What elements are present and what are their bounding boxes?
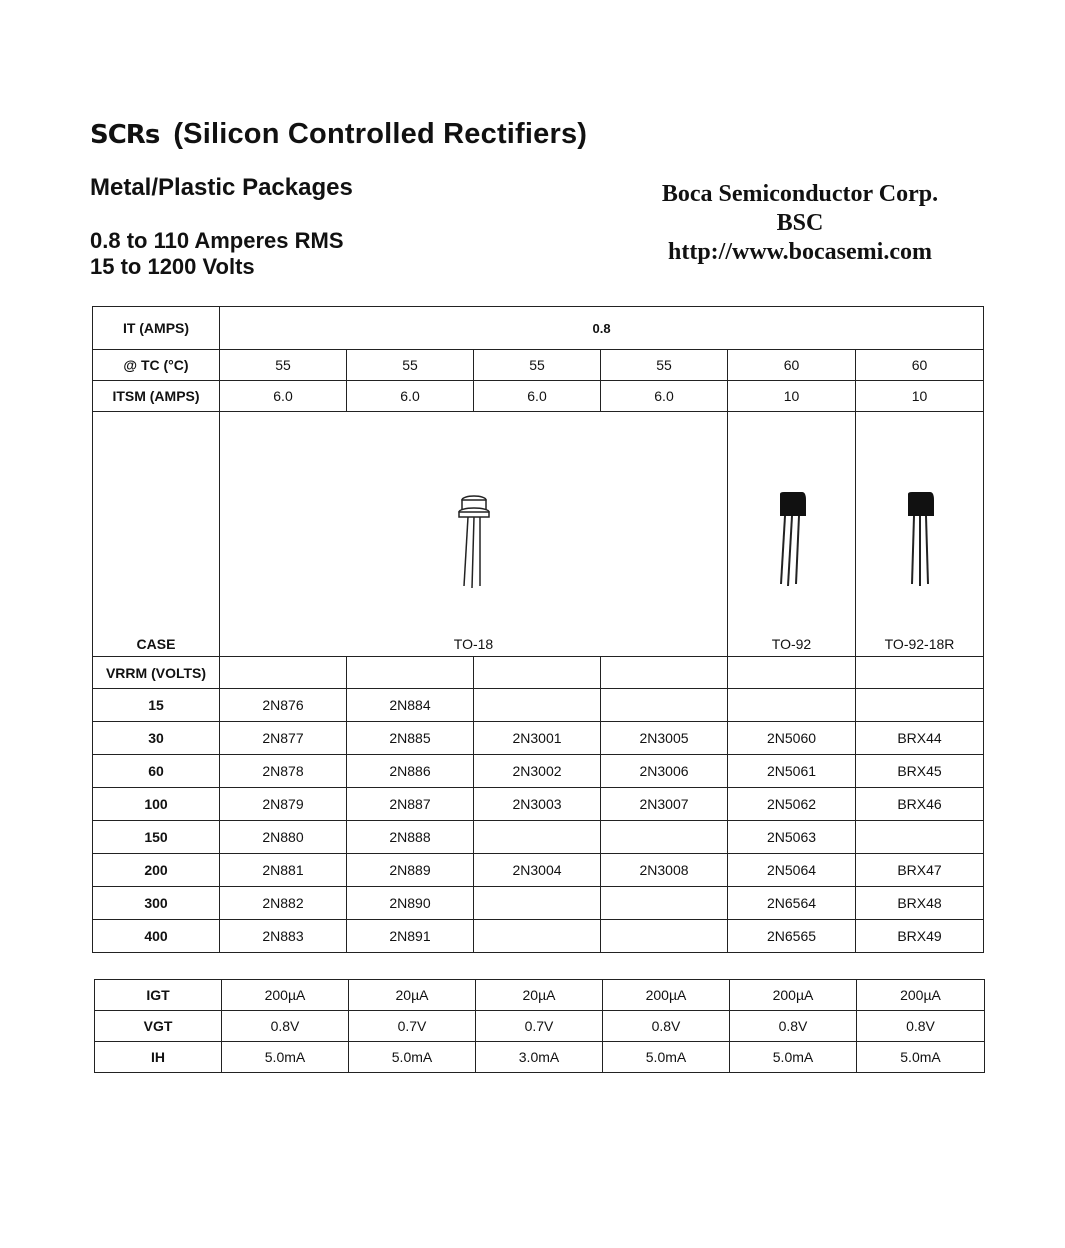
table-row — [93, 920, 984, 953]
part-number-cell — [474, 821, 601, 854]
table-row — [93, 689, 984, 722]
case-to92-18r — [856, 412, 984, 657]
it-value: 0.8 — [220, 307, 984, 350]
part-number-cell: 2N5063 — [728, 821, 856, 854]
table-row — [95, 980, 985, 1011]
param-value: 0.8V — [730, 1011, 857, 1042]
company-url[interactable]: http://www.bocasemi.com — [668, 239, 932, 265]
vrrm-value: 100 — [93, 788, 220, 821]
part-number-cell: 2N885 — [347, 722, 474, 755]
part-number-cell: BRX44 — [856, 722, 984, 755]
param-label: IH — [95, 1042, 222, 1073]
part-number-cell: 2N3003 — [474, 788, 601, 821]
table-row — [93, 821, 984, 854]
company-block — [630, 180, 970, 267]
part-number-cell: 2N6564 — [728, 887, 856, 920]
part-number-cell: 2N883 — [220, 920, 347, 953]
case-row — [93, 412, 984, 657]
part-number-cell: 2N3001 — [474, 722, 601, 755]
itsm-value: 6.0 — [347, 381, 474, 412]
param-label: IGT — [95, 980, 222, 1011]
part-number-cell: 2N3004 — [474, 854, 601, 887]
vrrm-header-row — [93, 657, 984, 689]
tc-value: 55 — [347, 350, 474, 381]
vrrm-value: 400 — [93, 920, 220, 953]
tc-row — [93, 350, 984, 381]
to18-package-icon — [454, 490, 494, 590]
voltage-range: 15 to 1200 Volts — [90, 254, 255, 279]
vrrm-value: 30 — [93, 722, 220, 755]
part-number-cell: 2N878 — [220, 755, 347, 788]
param-value: 0.8V — [603, 1011, 730, 1042]
vrrm-value: 60 — [93, 755, 220, 788]
vrrm-empty — [856, 657, 984, 689]
param-value: 5.0mA — [857, 1042, 985, 1073]
part-number-rows — [93, 689, 984, 953]
part-number-cell: 2N891 — [347, 920, 474, 953]
part-number-cell — [601, 689, 728, 722]
vrrm-empty — [601, 657, 728, 689]
part-number-cell: 2N889 — [347, 854, 474, 887]
part-number-cell: 2N3006 — [601, 755, 728, 788]
table-row — [93, 755, 984, 788]
part-number-cell: 2N890 — [347, 887, 474, 920]
tc-label: @ TC (°C) — [93, 350, 220, 381]
part-number-cell — [474, 920, 601, 953]
table-row — [93, 887, 984, 920]
vrrm-value: 300 — [93, 887, 220, 920]
param-label: VGT — [95, 1011, 222, 1042]
tc-value: 60 — [728, 350, 856, 381]
table-row — [93, 854, 984, 887]
case-to92-label: TO-92 — [771, 636, 812, 652]
vrrm-label: VRRM (VOLTS) — [93, 657, 220, 689]
part-number-cell: 2N877 — [220, 722, 347, 755]
part-number-cell — [856, 821, 984, 854]
part-number-cell: 2N879 — [220, 788, 347, 821]
vrrm-empty — [728, 657, 856, 689]
part-number-cell: 2N3005 — [601, 722, 728, 755]
to92-package-icon — [772, 490, 812, 590]
gate-characteristics-table — [94, 979, 985, 1073]
spec-table — [92, 306, 984, 953]
param-value: 200µA — [222, 980, 349, 1011]
page-title — [90, 118, 587, 151]
gate-rows — [95, 980, 985, 1073]
part-number-cell: 2N884 — [347, 689, 474, 722]
vrrm-value: 150 — [93, 821, 220, 854]
it-label: IT (AMPS) — [93, 307, 220, 350]
table-row — [93, 722, 984, 755]
part-number-cell — [728, 689, 856, 722]
part-number-cell — [601, 887, 728, 920]
current-range: 0.8 to 110 Amperes RMS — [90, 228, 344, 253]
table-row — [95, 1042, 985, 1073]
param-value: 200µA — [730, 980, 857, 1011]
part-number-cell — [474, 887, 601, 920]
case-to18-label: TO-18 — [453, 636, 494, 652]
part-number-cell: 2N5062 — [728, 788, 856, 821]
itsm-label: ITSM (AMPS) — [93, 381, 220, 412]
it-row — [93, 307, 984, 350]
part-number-cell: 2N886 — [347, 755, 474, 788]
param-value: 5.0mA — [222, 1042, 349, 1073]
part-number-cell: 2N5060 — [728, 722, 856, 755]
part-number-cell: 2N5061 — [728, 755, 856, 788]
param-value: 0.7V — [349, 1011, 476, 1042]
vrrm-empty — [474, 657, 601, 689]
subtitle: Metal/Plastic Packages — [90, 174, 353, 201]
param-value: 0.8V — [857, 1011, 985, 1042]
param-value: 0.7V — [476, 1011, 603, 1042]
part-number-cell: 2N6565 — [728, 920, 856, 953]
title-text: (Silicon Controlled Rectifiers) — [173, 118, 588, 150]
part-number-cell: 2N888 — [347, 821, 474, 854]
part-number-cell: 2N876 — [220, 689, 347, 722]
company-name: Boca Semiconductor Corp. — [661, 181, 939, 207]
table-row — [93, 788, 984, 821]
param-value: 200µA — [603, 980, 730, 1011]
itsm-value: 6.0 — [474, 381, 601, 412]
param-value: 200µA — [857, 980, 985, 1011]
part-number-cell — [856, 689, 984, 722]
tc-value: 55 — [474, 350, 601, 381]
case-label: CASE — [93, 412, 220, 657]
vrrm-value: 200 — [93, 854, 220, 887]
vrrm-empty — [347, 657, 474, 689]
itsm-value: 6.0 — [220, 381, 347, 412]
part-number-cell: 2N3007 — [601, 788, 728, 821]
param-value: 20µA — [476, 980, 603, 1011]
scrs-logo: SCRs — [90, 120, 160, 150]
part-number-cell: 2N881 — [220, 854, 347, 887]
tc-value: 60 — [856, 350, 984, 381]
itsm-value: 10 — [728, 381, 856, 412]
part-number-cell: BRX46 — [856, 788, 984, 821]
param-value: 5.0mA — [730, 1042, 857, 1073]
vrrm-value: 15 — [93, 689, 220, 722]
part-number-cell: BRX48 — [856, 887, 984, 920]
vrrm-empty — [220, 657, 347, 689]
part-number-cell: 2N5064 — [728, 854, 856, 887]
part-number-cell: 2N880 — [220, 821, 347, 854]
param-value: 5.0mA — [349, 1042, 476, 1073]
part-number-cell — [601, 821, 728, 854]
case-to92 — [728, 412, 856, 657]
param-value: 20µA — [349, 980, 476, 1011]
tc-value: 55 — [220, 350, 347, 381]
part-number-cell: BRX45 — [856, 755, 984, 788]
itsm-value: 6.0 — [601, 381, 728, 412]
case-to92-18r-label: TO-92-18R — [884, 636, 955, 652]
part-number-cell: BRX49 — [856, 920, 984, 953]
company-abbr: BSC — [776, 210, 824, 236]
to92-18r-package-icon — [900, 490, 940, 590]
table-row — [95, 1011, 985, 1042]
rating-summary — [90, 228, 344, 280]
part-number-cell: 2N3008 — [601, 854, 728, 887]
part-number-cell: 2N3002 — [474, 755, 601, 788]
param-value: 5.0mA — [603, 1042, 730, 1073]
part-number-cell: 2N887 — [347, 788, 474, 821]
part-number-cell: BRX47 — [856, 854, 984, 887]
part-number-cell — [601, 920, 728, 953]
param-value: 3.0mA — [476, 1042, 603, 1073]
case-to18 — [220, 412, 728, 657]
part-number-cell — [474, 689, 601, 722]
itsm-value: 10 — [856, 381, 984, 412]
param-value: 0.8V — [222, 1011, 349, 1042]
tc-value: 55 — [601, 350, 728, 381]
itsm-row — [93, 381, 984, 412]
part-number-cell: 2N882 — [220, 887, 347, 920]
